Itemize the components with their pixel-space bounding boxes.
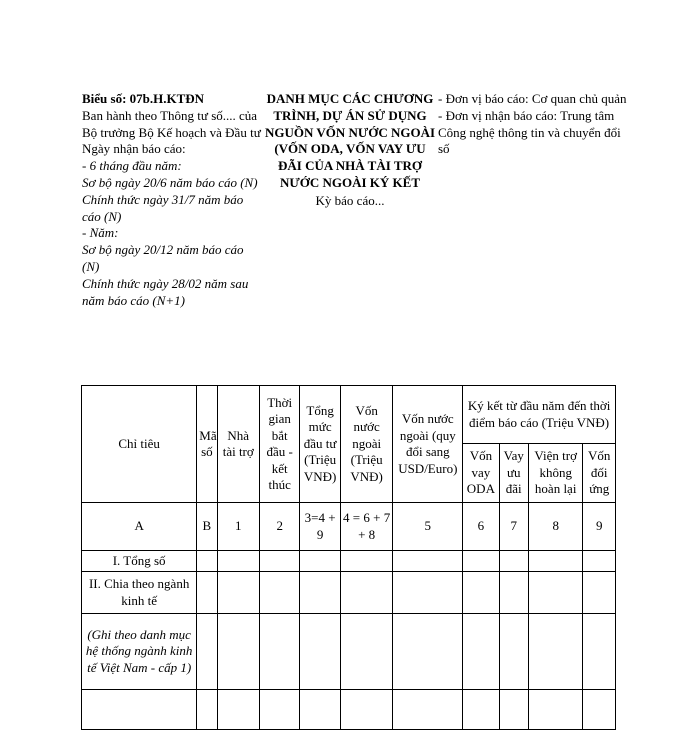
code-cell: B — [197, 503, 217, 551]
table-row — [82, 551, 616, 572]
table-cell — [217, 614, 259, 690]
code-cell: 4 = 6 + 7 + 8 — [340, 503, 393, 551]
header-middle — [262, 91, 438, 210]
table-cell — [528, 690, 583, 730]
table-cell — [583, 614, 616, 690]
table-cell — [393, 614, 463, 690]
table-cell — [463, 614, 499, 690]
document-title: DANH MỤC CÁC CHƯƠNG TRÌNH, DỰ ÁN SỬ DỤNG NGUỒN VỐN NƯỚC NGOÀI (VỐN ODA, VỐN VAY ƯU ĐÃI CỦA NHÀ TÀI TRỢ NƯỚC NGOÀI KÝ KẾT — [264, 91, 436, 190]
table-cell — [393, 690, 463, 730]
col-code: Mã số — [197, 386, 217, 503]
col-foreign-converted: Vốn nước ngoài (quy đổi sang USD/Euro) — [393, 386, 463, 503]
table-cell — [197, 551, 217, 572]
table-cell — [197, 614, 217, 690]
code-cell: 2 — [259, 503, 299, 551]
col-counterpart: Vốn đối ứng — [583, 444, 616, 503]
row-note-label: (Ghi theo danh mục hệ thống ngành kinh tế Việt Nam - cấp 1) — [82, 614, 197, 690]
table-cell — [583, 572, 616, 614]
table-cell — [463, 551, 499, 572]
row-total-label: I. Tổng số — [82, 551, 197, 572]
table-row — [82, 572, 616, 614]
col-oda-loan: Vốn vay ODA — [463, 444, 499, 503]
year-label: - Năm: — [82, 225, 119, 241]
header-right — [438, 91, 628, 158]
table-cell — [583, 690, 616, 730]
col-pref-loan: Vay ưu đãi — [499, 444, 528, 503]
year-official: Chính thức ngày 28/02 năm sau năm báo cáo (N+1) — [82, 275, 249, 308]
table-cell — [217, 690, 259, 730]
col-foreign-capital: Vốn nước ngoài (Triệu VNĐ) — [340, 386, 393, 503]
table-cell — [197, 690, 217, 730]
col-donor: Nhà tài trợ — [217, 386, 259, 503]
table-cell — [393, 572, 463, 614]
code-cell: A — [82, 503, 197, 551]
table-cell — [340, 572, 393, 614]
table-cell — [499, 572, 528, 614]
table-cell — [463, 572, 499, 614]
table-cell — [583, 551, 616, 572]
col-duration: Thời gian bắt đầu - kết thúc — [259, 386, 299, 503]
code-cell: 1 — [217, 503, 259, 551]
header-left — [82, 91, 264, 309]
table-cell — [340, 614, 393, 690]
table-cell — [217, 551, 259, 572]
table-cell — [300, 690, 340, 730]
col-grant: Viện trợ không hoàn lại — [528, 444, 583, 503]
report-table — [81, 385, 616, 730]
table-cell — [259, 551, 299, 572]
code-cell: 8 — [528, 503, 583, 551]
col-total-investment: Tổng mức đầu tư (Triệu VNĐ) — [300, 386, 340, 503]
table-cell — [393, 551, 463, 572]
table-cell — [499, 614, 528, 690]
receiving-unit: - Đơn vị nhận báo cáo: Trung tâm Công nghệ thông tin và chuyển đổi số — [438, 107, 621, 157]
table-cell — [259, 572, 299, 614]
six-months-label: - 6 tháng đầu năm: — [82, 158, 182, 174]
table-cell — [463, 690, 499, 730]
issued-by: Ban hành theo Thông tư số.... của Bộ trưởng Bộ Kế hoạch và Đầu tư — [82, 107, 261, 140]
col-indicator: Chỉ tiêu — [82, 386, 197, 503]
table-cell — [340, 551, 393, 572]
code-cell: 3=4 + 9 — [300, 503, 340, 551]
table-cell — [528, 551, 583, 572]
code-row — [82, 503, 616, 551]
table-cell — [499, 690, 528, 730]
six-months-official: Chính thức ngày 31/7 năm báo cáo (N) — [82, 191, 244, 224]
table-cell — [300, 551, 340, 572]
table-cell — [499, 551, 528, 572]
reporting-unit: - Đơn vị báo cáo: Cơ quan chủ quản — [438, 91, 627, 106]
table-cell — [217, 572, 259, 614]
code-cell: 7 — [499, 503, 528, 551]
year-prelim: Sơ bộ ngày 20/12 năm báo cáo (N) — [82, 242, 244, 274]
row-split-label: II. Chia theo ngành kinh tế — [82, 572, 197, 614]
code-cell: 6 — [463, 503, 499, 551]
six-months-prelim: Sơ bộ ngày 20/6 năm báo cáo (N) — [82, 174, 258, 190]
form-code: Biểu số: 07b.H.KTĐN — [82, 91, 205, 106]
table-cell — [82, 690, 197, 730]
table-cell — [528, 572, 583, 614]
code-cell: 5 — [393, 503, 463, 551]
report-period: Kỳ báo cáo... — [315, 192, 385, 208]
table-row — [82, 690, 616, 730]
table-cell — [259, 690, 299, 730]
table-cell — [300, 572, 340, 614]
code-cell: 9 — [583, 503, 616, 551]
table-row — [82, 614, 616, 690]
table-cell — [259, 614, 299, 690]
table-cell — [528, 614, 583, 690]
table-cell — [300, 614, 340, 690]
table-cell — [197, 572, 217, 614]
col-signed-group: Ký kết từ đầu năm đến thời điểm báo cáo (Triệu VNĐ) — [463, 386, 616, 444]
table-cell — [340, 690, 393, 730]
receive-date-label: Ngày nhận báo cáo: — [82, 141, 186, 157]
